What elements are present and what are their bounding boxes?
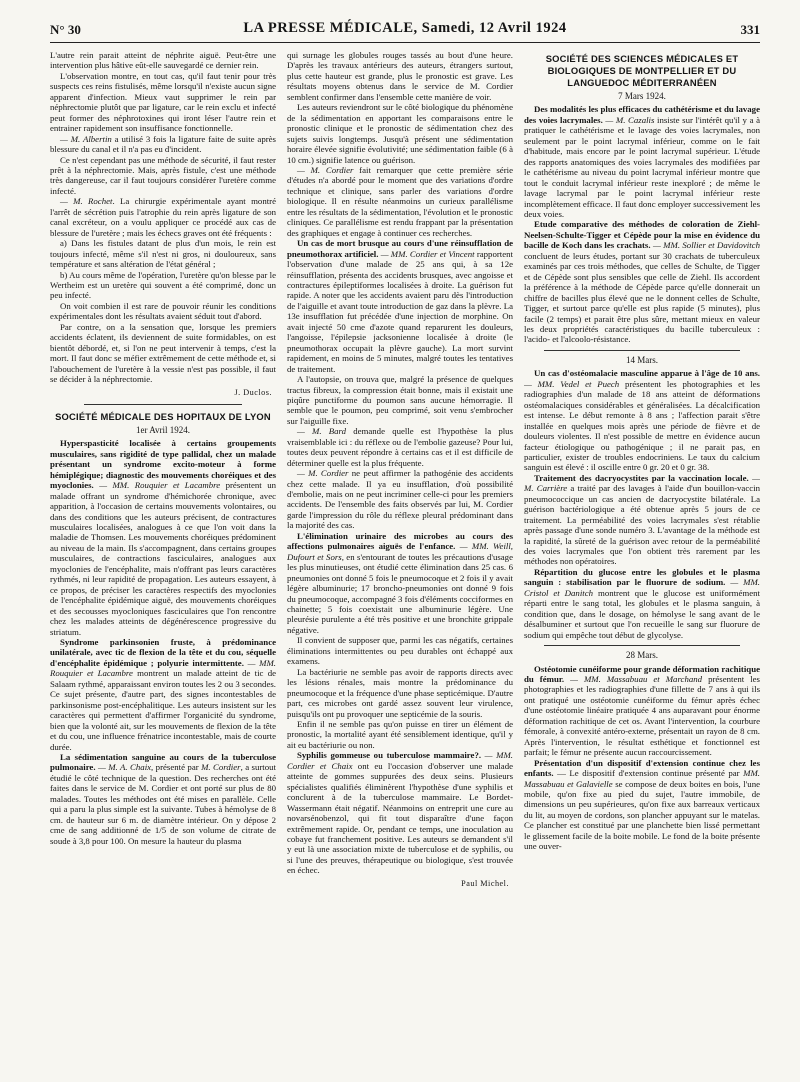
- paragraph: Par contre, on a la sensation que, lorsque les premiers accidents éclatent, ils deviennent de suite formidables, on est bientôt débordé, et, si l'on ne peut intervenir à temps, c'est la mort. Il faut donc se méfier extrêmement de cette méthode et, si l'abouchement de l'uretère à la vessie n'est pas possible, il faut se décider à la néphrectomie.: [50, 321, 276, 385]
- communication: [524, 664, 760, 758]
- society-heading: SOCIÉTÉ DES SCIENCES MÉDICALES ET BIOLOGIQUES DE MONTPELLIER ET DU LANGUEDOC MÉDITERRANÉEN: [545, 53, 739, 88]
- paragraph: [287, 468, 513, 531]
- speaker-name: — M. A. Chaix: [95, 762, 152, 773]
- communication: [287, 750, 513, 875]
- paragraph-text: demande quelle est l'hypothèse la plus vraisemblable ici : du réflexe ou de l'embolie gazeuse? Pour lui, toutes deux peuvent répondre à certains cas et il est difficile de déterminer quelle est la plus fréquente.: [287, 426, 513, 468]
- speaker-name: — M. Cordier: [297, 164, 354, 175]
- signature: J. Duclos.: [234, 387, 272, 397]
- communication-text: montrent que le glucose est uniformément réparti entre le sang total, les globules et le plasma sanguin, à condition que, dans le dosage, on hémolyse le sang avant de le désalbuminer et surtout que l'on recueille le sang sur fluorure de sodium qui empêche tout début de glycolyse.: [524, 587, 760, 640]
- communication: [524, 473, 760, 567]
- communication-title: Répartition du glucose entre les globules et le plasma sanguin : stabilisation par le fluorure de sodium.: [524, 566, 760, 588]
- communication: [524, 758, 760, 852]
- issue-number: N° 30: [50, 22, 81, 37]
- communication-text: se compose de deux boites en bois, l'une mobile, qu'on fixe au pied du sujet, l'autre immobile, de dimensions un peu supérieures, qu'on fixe aux barreaux verticaux du lit, au moyen de cordons, son plancher appuyant sur le matelas. Ce plancher est constitué par une planchette bien lissé permettant le glissement facile de la boite mobile. Le fond de la boite présente une ouver-: [524, 778, 760, 852]
- speaker-name: — M. Albertin: [60, 133, 112, 144]
- divider: [84, 404, 242, 405]
- paragraph-text: ne peut affirmer la pathogénie des accidents chez cette malade. Il ya eu insufflation, d'où possibilité d'embolie, mais on ne peut incriminer celle-ci pour les premiers accidents. De l'ensemble des faits observés par lui, M. Cordier garde l'impression du rôle du réflexe pleural prédominant dans la majorité des cas.: [287, 468, 513, 531]
- communication-title: Traitement des dacryocystites par la vaccination locale.: [534, 472, 749, 483]
- speaker-name: — M. Carrière: [524, 472, 760, 494]
- speaker-name: — M. Bard: [297, 426, 347, 437]
- communication: [524, 567, 760, 640]
- session-date: 28 Mars.: [626, 650, 658, 661]
- communication-text: rapportent l'observation d'une malade de 25 ans qui, à sa 12e réinsufflation, présenta des accidents brusques, avec angoisse et contractures épileptiformes localisées à droite. La guérison fut rapide. A noter que les accidents avaient paru dès l'introduction de l'aiguille et avant toute introduction de gaz dans la plèvre. La 13e insufflation fut précédée d'une injection de morphine. On avait injecté 50 cme d'azote quand reparurent les douleurs, l'angoisse, l'épilepsie jacksonienne localisée à droite (le pneumothorax occupait la plèvre gauche). La mort survint rapidement, en moins de 5 minutes, malgré toutes les tentatives de traitement.: [287, 248, 513, 374]
- communication-text: ont eu l'occasion d'observer une malade atteinte de gommes suppurées des deux seins. Plusieurs spécialistes qualifiés éliminèrent l'hypothèse d'une syphilis et conclurent à de la tuberculose mammaire. Le Bordet-Wassermann était négatif. Néanmoins on entreprit une cure au novarsénobenzol, qui fit tout disparaître d'une façon extrêmement rapide. Or, pendant ce temps, une inoculation au cobaye fut franchement positive. Les auteurs se demandent s'il y eut là une association mixte de tuberculose et de syphilis, ou si l'une des preuves, thérapeutique ou biologique, s'est trouvée en échec.: [287, 760, 513, 876]
- communication-text: présentent les photographies et les radiographies d'un malade de 18 ans atteint de déformations ostéomalaciques considérables et généralisées. La décalcification est intense. Le début remonte à 8 ans ; l'affection parait s'être installée en quelques mois après une période de fièvre et de douleurs violentes. Il n'est possible de mettre en évidence aucun facteur étiologique ou pathogénique ; il ne parait pas, en particulier, exister de troubles endocriniens. Le taux du calcium sanguin est élevé : il oscille entre 0 gr. 20 et 0 gr. 38.: [524, 378, 760, 473]
- communication-title: Ostéotomie cunéiforme pour grande déformation rachitique du fémur.: [524, 663, 760, 685]
- communication-text: concluent de leurs études, portant sur 30 crachats de tuberculeux examinés par ces trois méthodes, que celles de Schulte, de Tigger et de Cépède sont plus sensibles que celle de Ziehl. Ils accordent la préférence à la méthode de Cépède parce qu'elle donnerait un chiffre de bacilles plus élevé que ne le donnent celles de Schulte, Tigger, et surtout parce qu'elle est plus rapide (5 minutes), plus facile (2 temps) et parait être plus sûre, mettant mieux en valeur les deux propriétés caractéristiques du bacille tuberculeux : l'acido- et l'alcoolo-résistance.: [524, 250, 760, 345]
- communication: [50, 752, 276, 846]
- communication-title: Etude comparative des méthodes de coloration de Ziehl-Neelsen-Schulte-Tigger et Cépède pour la mise en évidence du bacille de Koch dans les crachats.: [524, 219, 760, 251]
- communication: [524, 219, 760, 344]
- signature: Paul Michel.: [461, 878, 509, 888]
- speaker-name: — MM. Rouquier et Lacambre: [93, 480, 221, 491]
- speaker-name: MM. Massabuau et Galavielle: [524, 768, 760, 789]
- speaker-name: — M. Cordier: [297, 468, 349, 479]
- communication-text: a traité par des lavages à l'aide d'un bouillon-vaccin pneumococcique un cas ancien de dacryocystite bilatérale. La guérison bactériologique a été obtenue après 5 jours de ce traitement. La perméabilité des voies lacrymales s'est rétablie après passage d'une sonde numéro 3. L'avantage de la méthode est la rapidité, la sûreté de la guérison avec retour de la perméabilité des voies lacrymales que l'on obtient très rarement par les méthodes non opératoires.: [524, 483, 760, 567]
- communication-title: L'élimination urinaire des microbes au cours des affections pulmonaires aiguës de l'enfance.: [287, 530, 513, 552]
- communication-text: présentent un malade offrant un syndrome d'hémichorée chronique, avec apparition, à l'occasion de certains mouvements volontaires, ou dans des conditions que les auteurs précisent, de contractures musculaires localisées, analogues à ce que l'on voit dans la maladie de Thomsen. Les mouvements choréiques prédominent au niveau de la main. Ils s'accompagnent, dans certains groupes musculaires, de contractions fasciculaires, analogues aux myoclonies de l'encéphalite, mais n'offrant pas leurs caractères rythmés, ni leur rapidité de propagation. Les auteurs essayent, à ce propos, de préciser les caractères respectifs des myoclonies de l'encéphalite épidémique aiguë, des mouvements choréiques et des secousses myocloniques fasciculaires que l'on rencontre chez les malades atteints de dégénérescence progressive du striatum.: [50, 480, 276, 637]
- communication-text: , en s'entourant de toutes les précautions d'usage les plus minutieuses, ont étudié cette élimination dans 25 cas. 6 pneumonies ont donné 5 fois le pneumocoque et 2 fois il y avait légère albuminurie; 17 broncho-pneumonies ont donné 9 fois du pneumocoque, accompagné 3 fois d'éléments cocciformes en chainette; 5 fois coexistait une albuminurie légère. Une pleurésie purulente a été très positive et une bronchite grippale négative.: [287, 551, 513, 635]
- paragraph: A l'autopsie, on trouva que, malgré la présence de quelques tractus fibreux, la compression était bonne, mais il existait une piqûre punctiforme du poumon sans aucune hémorragie. Il semble que le poumon, peu comprimé, soit venu s'embrocher sur l'aiguille fixe.: [287, 374, 513, 426]
- paragraph: a) Dans les fistules datant de plus d'un mois, le rein est toujours infecté, même s'il n'est ni gros, ni douloureux, sans température et sans altération de l'état général ;: [50, 238, 276, 270]
- paragraph: Enfin il ne semble pas qu'on puisse en tirer un élément de pronostic, la mortalité ayant été sensiblement identique, qu'il y ait eu bactériurie ou non.: [287, 719, 513, 750]
- communication-text: montrent un malade atteint de tic de Salaam rythmé, apparaissant environ toutes les 2 ou 3 secondes. Ce sujet présente, d'autre part, des signes incontestables de parkinsonisme post-encéphalitique. Les auteurs insistent sur les caractères qui permettent d'affirmer l'organicité du syndrome, bien que la volonté ait, sur les mouvements de flexion de la tête et du cou, une influence frénatrice incontestable, mais de courte durée.: [50, 668, 276, 752]
- speaker-name: — MM. Massabuau et Marchand: [564, 674, 703, 685]
- session-date: 14 Mars.: [626, 354, 658, 365]
- communication-text: insiste sur l'intérêt qu'il y a à pratiquer le cathétérisme et le lavage des voies lacrymales, non seulement par le point lacrymal inférieur, comme on le fait d'habitude, mais encore par le point lacrymal supérieur. L'étude des rapports anatomiques des voies lacrymales des modifiées par le cathétérisme au niveau du point lacrymal inférieur montre que tout le conduit lacrymal inférieur reste inexploré ; de même le lavage lacrymal par le point lacrymal inférieur reste incomplètement efficace. Il faut donc employer successivement les deux voies.: [524, 114, 760, 219]
- communication: [50, 637, 276, 752]
- paragraph: On voit combien il est rare de pouvoir réunir les conditions expérimentales dont les résultats avaient séduit tout d'abord.: [50, 300, 276, 322]
- communication: [50, 438, 276, 637]
- paragraph-text: . La chirurgie expérimentale ayant montré l'arrêt de sécrétion puis l'atrophie du rein après ligature de son canal excréteur, on a voulu appliquer ce procédé aux cas de blessure de l'uretère ; mais les échecs graves ont été fréquents :: [50, 196, 276, 238]
- running-head: [50, 20, 760, 43]
- communication-title: Hyperspasticité localisée à certains groupements musculaires, sans rigidité de type pallidal, chez un malade présentant un syndrome excito-moteur à forme hémiplégique; diagnostic des mouvements choréiques et des myoclonies.: [50, 438, 276, 491]
- communication-title: Un cas de mort brusque au cours d'une réinsufflation de pneumothorax artificiel.: [287, 238, 513, 259]
- speaker-name: — MM. Cordier et Vincent: [378, 248, 475, 259]
- communication-title: La sédimentation sanguine au cours de la tuberculose pulmonaire.: [50, 752, 276, 773]
- speaker-name: — MM. Cristol et Danitch: [524, 577, 760, 598]
- journal-title: LA PRESSE MÉDICALE, Samedi, 12 Avril 1924: [243, 20, 567, 36]
- speaker-name: — MM. Rouquier et Lacambre: [50, 657, 276, 679]
- paragraph: qui surnage les globules rouges tassés au bout d'une heure. D'après les travaux antérieurs des auteurs, étrangers surtout, plus cette hauteur est grande, plus le pronostic est grave. Les résultats moyens obtenus dans le service de M. Cordier semblent confirmer dans l'ensemble cette manière de voir.: [287, 50, 513, 102]
- paragraph: Il convient de supposer que, parmi les cas négatifs, certaines éliminations intermittentes ou peu durables ont échappé aux examens.: [287, 635, 513, 667]
- paragraph: L'autre rein parait atteint de néphrite aiguë. Peut-être une intervention plus hâtive eût-elle sauvegardé ce dernier rein.: [50, 50, 276, 71]
- paragraph: [287, 426, 513, 468]
- speaker-name: — M. Cazalis: [602, 114, 655, 125]
- session-date: 7 Mars 1924.: [618, 91, 666, 101]
- divider: [544, 350, 740, 351]
- paragraph: [50, 134, 276, 155]
- communication-title: Syndrome parkinsonien fruste, à prédominance unilatérale, avec tic de flexion de la tête et du cou, séquelle d'encéphalite épidémique ; polyurie intermittente.: [50, 637, 276, 668]
- paragraph: [287, 165, 513, 238]
- column-middle: [287, 50, 513, 1075]
- communication-title: Un cas d'ostéomalacie masculine apparue à l'âge de 10 ans.: [534, 368, 760, 379]
- column-right: [524, 50, 760, 1075]
- communication-title: Des modalités les plus efficaces du cathétérisme et du lavage des voies lacrymales.: [524, 104, 760, 125]
- communication-text: présentent les photographies et les radiographies d'une fillette de 7 ans à qui ils ont pratiqué une ostéotomie cunéiforme du fémur après échec d'une ostéotomie linéaire pratiquée 4 ans auparavant pour énorme déformation rachitique de cet os. Avant l'intervention, la courbure fémorale, à convexité antéro-externe, présentait un rayon de 8 cm. Après l'intervention, le résultat esthétique et fonctionnel est parfait; le fémur ne présente aucun raccourcissement.: [524, 674, 760, 758]
- paragraph-text: fait remarquer que cette première série d'études n'a abordé pour le moment que des variations d'ordre technique et clinique, sans parler des variations d'ordre biologique. Il en résulte néanmoins un curieux parallélisme entre les résultats de la sédimentation, l'évolution et le pronostic cliniques. Ce parallélisme est rendu frappant par la présentation des graphiques et engage à continuer ces recherches.: [287, 164, 513, 238]
- paragraph: Ce n'est cependant pas une méthode de sécurité, il faut rester prêt à la néphrectomie. Mais, après fistule, c'est une méthode très dangereuse, car il faut toujours considérer l'uretère comme infecté.: [50, 154, 276, 196]
- communication: [524, 104, 760, 219]
- communication-title: Syphilis gommeuse ou tuberculose mammaire?.: [297, 750, 482, 761]
- speaker-name: — MM. Weill, Dufourt et Sors: [287, 541, 513, 562]
- speaker-name: M. Cordier: [201, 762, 241, 773]
- speaker-name: — MM. Vedel et Puech: [524, 378, 620, 389]
- paragraph: L'observation montre, en tout cas, qu'il faut tenir pour très suspects ces reins fistulisés, même lorsqu'il n'existe aucun signe apparent d'infection. Mieux vaut supprimer le rein par néphrectomie plutôt que par ligature, car le rein exclu et infecté peut former des néphrotoxines qui iront léser l'autre rein et entrainer rapidement son insuffisance fonctionnelle.: [50, 70, 276, 134]
- communication: [287, 238, 513, 374]
- communication-text: — Le dispositif d'extension continue présenté par: [553, 768, 744, 779]
- column-left: [50, 50, 276, 1075]
- communication-title: Présentation d'un dispositif d'extension continue chez les enfants.: [524, 757, 760, 779]
- communication-text: , a surtout étudié le côté technique de la question. Des recherches ont été faites dans le service de M. Cordier et ont porté sur plus de 80 malades. Toutes les méthodes ont été mises en parallèle. Celle qui a paru la plus simple est la suivante. Tubes à hémolyse de 8 cm. de hauteur sur 6 m. de diamètre intérieur. On y dépose 2 cme de sang additionné de 1/5 de son volume de citrate de soude à 3,8 pour 100. On mesure la hauteur du plasma: [50, 762, 276, 846]
- speaker-name: — MM. Sollier et Davidovitch: [650, 240, 760, 251]
- paragraph: La bactériurie ne semble pas avoir de rapports directs avec les lésions rénales, mais montre la prédominance du pneumocoque et la fréquence d'une phase septicémique. D'autre part, ces microbes ont gardé assez souvent leur virulence, puisqu'ils ont pu provoquer une septicémie de la souris.: [287, 666, 513, 719]
- page-number: 331: [740, 22, 760, 37]
- paragraph: Les auteurs reviendront sur le côté biologique du phénomène de la sédimentation en apportant les comparaisons entre le pronostic clinique et le pronostic de sédimentation chez des sujets suivis longtemps. Jusqu'à présent une sédimentation horaire élevée signifie évolutivité; une sédimentation faible (6 à 10 cm.) signifie latence ou guérison.: [287, 102, 513, 165]
- society-heading: SOCIÉTÉ MÉDICALE DES HOPITAUX DE LYON: [55, 410, 271, 422]
- communication: [524, 368, 760, 473]
- session-date: 1er Avril 1924.: [135, 424, 191, 435]
- speaker-name: — M. Rochet: [60, 196, 113, 207]
- paragraph: b) Au cours même de l'opération, l'uretère qu'on blesse par le Wertheim est un uretère qui souvent a été comprimé, donc un peu infecté.: [50, 269, 276, 301]
- communication-text: , présenté par: [151, 762, 202, 773]
- paragraph-text: a utilisé 3 fois la ligature faite de suite après blessure du canal et il n'a pas eu d'incident.: [50, 133, 276, 155]
- communication: [287, 531, 513, 636]
- paragraph: [50, 196, 276, 238]
- speaker-name: — MM. Cordier et Chaix: [287, 750, 513, 771]
- divider: [544, 645, 740, 646]
